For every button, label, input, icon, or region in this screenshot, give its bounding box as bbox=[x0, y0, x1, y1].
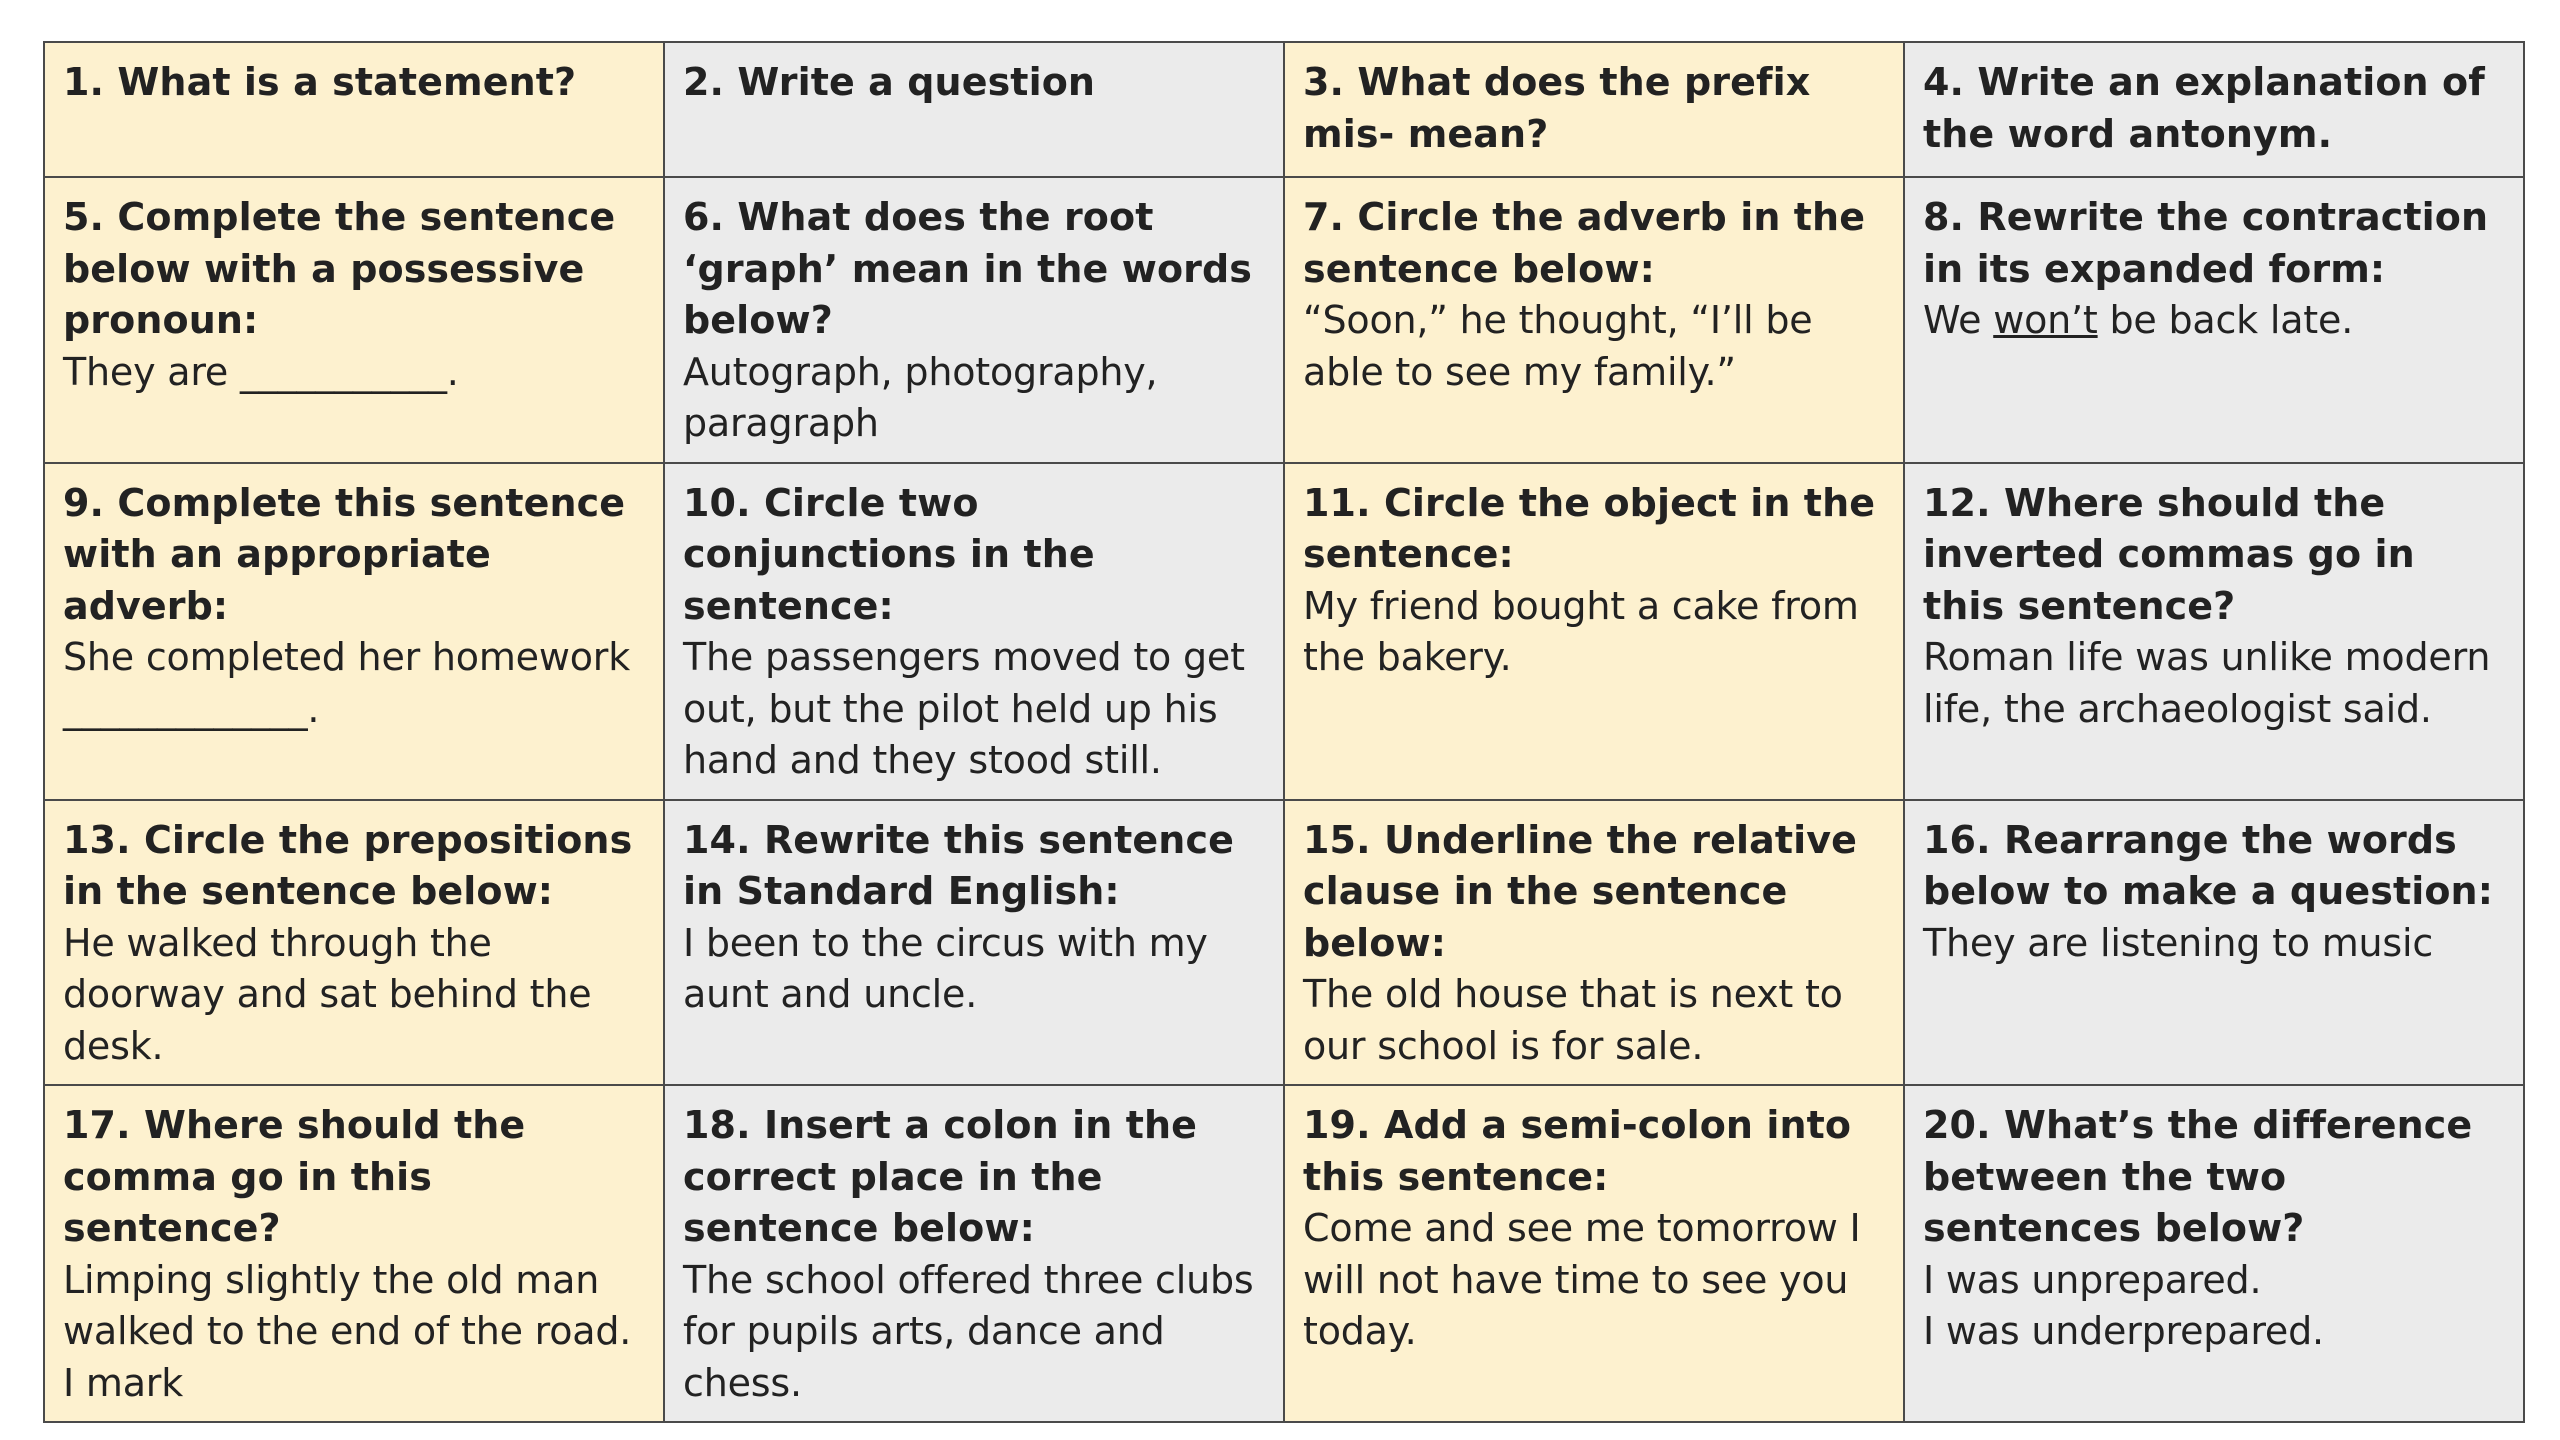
answer-blank: _____________. bbox=[63, 686, 320, 731]
grid-row-3 bbox=[44, 463, 2524, 800]
grid-row-1 bbox=[44, 42, 2524, 177]
question-cell-15 bbox=[1284, 800, 1904, 1086]
question-cell-4 bbox=[1904, 42, 2524, 177]
question-cell-7 bbox=[1284, 177, 1904, 463]
question-cell-2 bbox=[664, 42, 1284, 177]
question-text: 20. What’s the difference between the two sentences below? bbox=[1923, 1103, 2473, 1250]
question-text: 7. Circle the adverb in the sentence below: bbox=[1303, 195, 1866, 291]
sentence-end: be back late. bbox=[2097, 298, 2354, 342]
example-sentence: Come and see me tomorrow I will not have time to see you today. bbox=[1303, 1206, 1861, 1353]
question-text: 12. Where should the inverted commas go in this sentence? bbox=[1923, 480, 2415, 628]
retrieval-grid bbox=[43, 41, 2525, 1423]
question-cell-19 bbox=[1284, 1085, 1904, 1422]
example-sentence: I was underprepared. bbox=[1923, 1309, 2324, 1353]
question-text: 5. Complete the sentence below with a possessive pronoun: bbox=[63, 195, 616, 342]
example-sentence: They are listening to music bbox=[1923, 920, 2434, 965]
question-text: 18. Insert a colon in the correct place in the sentence below: bbox=[683, 1103, 1197, 1250]
question-text: 6. What does the root ‘graph’ mean in the words below? bbox=[683, 195, 1253, 342]
underlined-contraction: won’t bbox=[1993, 298, 2098, 342]
question-text: 8. Rewrite the contraction in its expanded form: bbox=[1923, 195, 2489, 291]
question-text: 15. Underline the relative clause in the sentence below: bbox=[1303, 817, 1858, 965]
example-sentence: She completed her homework bbox=[63, 635, 631, 679]
example-sentence: The passengers moved to get out, but the pilot held up his hand and they stood still. bbox=[683, 635, 1245, 782]
example-sentence: “Soon,” he thought, “I’ll be able to see my family.” bbox=[1303, 298, 1813, 394]
example-sentence: They are ___________. bbox=[63, 349, 459, 394]
example-sentence bbox=[1923, 295, 2505, 347]
question-text: 1. What is a statement? bbox=[63, 60, 577, 104]
example-sentence: He walked through the doorway and sat behind the desk. bbox=[63, 920, 592, 1068]
sentence-start: We bbox=[1923, 298, 1994, 342]
question-cell-13 bbox=[44, 800, 664, 1086]
example-sentence: I been to the circus with my aunt and uncle. bbox=[683, 920, 1208, 1016]
question-cell-6 bbox=[664, 177, 1284, 463]
question-text: 2. Write a question bbox=[683, 60, 1096, 104]
question-text: 11. Circle the object in the sentence: bbox=[1303, 480, 1876, 576]
question-cell-1 bbox=[44, 42, 664, 177]
example-sentence: I was unprepared. bbox=[1923, 1257, 2262, 1302]
question-cell-20 bbox=[1904, 1085, 2524, 1422]
example-sentence: My friend bought a cake from the bakery. bbox=[1303, 583, 1859, 679]
question-cell-10 bbox=[664, 463, 1284, 800]
question-text: 17. Where should the comma go in this sentence? bbox=[63, 1103, 526, 1250]
question-text: 10. Circle two conjunctions in the sentence: bbox=[683, 480, 1095, 628]
grid-row-5 bbox=[44, 1085, 2524, 1422]
question-cell-5 bbox=[44, 177, 664, 463]
question-text: 3. What does the prefix mis- mean? bbox=[1303, 60, 1811, 156]
question-cell-14 bbox=[664, 800, 1284, 1086]
question-cell-8 bbox=[1904, 177, 2524, 463]
question-text: 14. Rewrite this sentence in Standard English: bbox=[683, 817, 1234, 913]
grid-row-4 bbox=[44, 800, 2524, 1086]
question-cell-9 bbox=[44, 463, 664, 800]
example-sentence: The school offered three clubs for pupils arts, dance and chess. bbox=[683, 1257, 1254, 1405]
grid-row-2 bbox=[44, 177, 2524, 463]
question-cell-11 bbox=[1284, 463, 1904, 800]
question-text: 19. Add a semi-colon into this sentence: bbox=[1303, 1103, 1852, 1199]
question-text: 13. Circle the prepositions in the sentence below: bbox=[63, 817, 633, 913]
example-sentence: The old house that is next to our school is for sale. bbox=[1303, 972, 1843, 1068]
question-text: 16. Rearrange the words below to make a question: bbox=[1923, 817, 2493, 913]
example-sentence: Limping slightly the old man walked to the end of the road. I mark bbox=[63, 1257, 632, 1405]
example-sentence: Autograph, photography, paragraph bbox=[683, 349, 1158, 445]
question-cell-18 bbox=[664, 1085, 1284, 1422]
question-cell-17 bbox=[44, 1085, 664, 1422]
question-cell-3 bbox=[1284, 42, 1904, 177]
question-text: 9. Complete this sentence with an appropriate adverb: bbox=[63, 480, 626, 628]
question-cell-12 bbox=[1904, 463, 2524, 800]
question-cell-16 bbox=[1904, 800, 2524, 1086]
question-text: 4. Write an explanation of the word antonym. bbox=[1923, 60, 2485, 156]
example-sentence: Roman life was unlike modern life, the archaeologist said. bbox=[1923, 635, 2491, 731]
